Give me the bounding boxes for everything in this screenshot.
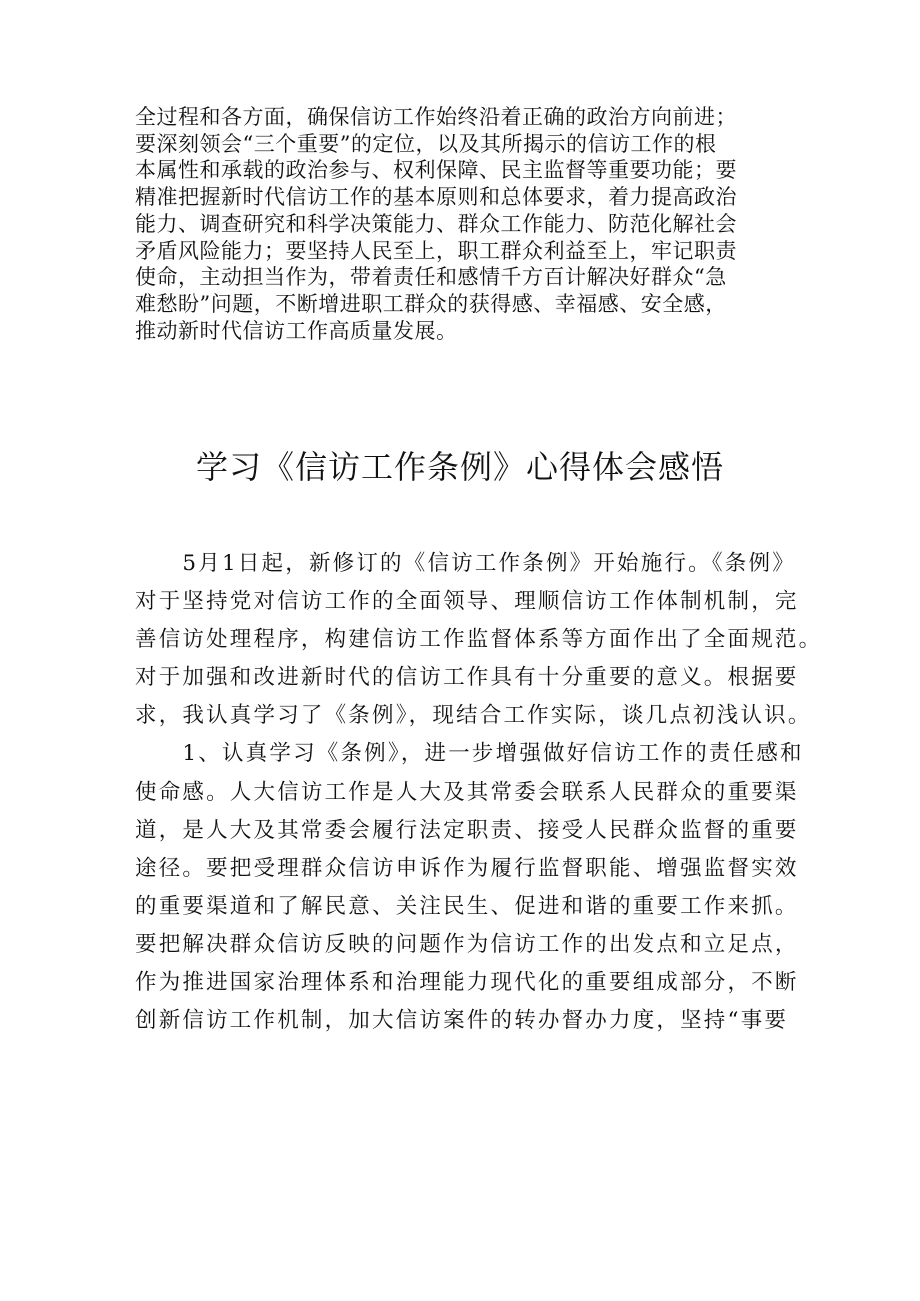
text-line: 创新信访工作机制，加大信访案件的转办督办力度，坚持“事要 xyxy=(135,1008,789,1034)
text-line: 矛盾风险能力；要坚持人民至上，职工群众利益至上，牢记职责 xyxy=(135,238,737,263)
text-line: 道，是人大及其常委会履行法定职责、接受人民群众监督的重要 xyxy=(135,817,799,843)
continued-paragraph xyxy=(135,104,795,344)
text-line: 使命，主动担当作为，带着责任和感情千方百计解决好群众“急 xyxy=(135,265,727,290)
text-line: 使命感。人大信访工作是人大及其常委会联系人民群众的重要渠 xyxy=(135,779,799,805)
text-line: 对于加强和改进新时代的信访工作具有十分重要的意义。根据要 xyxy=(135,665,799,691)
text-line: 本属性和承载的政治参与、权利保障、民主监督等重要功能；要 xyxy=(135,158,737,183)
body-text xyxy=(135,545,823,1040)
text-line: 途径。要把受理群众信访申诉作为履行监督职能、增强监督实效 xyxy=(135,855,799,881)
text-line: 精准把握新时代信访工作的基本原则和总体要求，着力提高政治 xyxy=(135,185,737,210)
text-line: 要把解决群众信访反映的问题作为信访工作的出发点和立足点， xyxy=(135,931,799,957)
text-line: 推动新时代信访工作高质量发展。 xyxy=(135,318,458,343)
text-line: 难愁盼”问题，不断增进职工群众的获得感、幸福感、安全感， xyxy=(135,291,727,316)
text-line: 能力、调查研究和科学决策能力、群众工作能力、防范化解社会 xyxy=(135,211,737,236)
text-line: 作为推进国家治理体系和治理能力现代化的重要组成部分，不断 xyxy=(135,970,799,996)
text-line: 1、认真学习《条例》，进一步增强做好信访工作的责任感和 xyxy=(135,741,804,767)
text-line: 全过程和各方面，确保信访工作始终沿着正确的政治方向前进； xyxy=(135,105,737,129)
text-line: 5月1日起，新修订的《信访工作条例》开始施行。《条例》 xyxy=(135,551,796,576)
text-line: 要深刻领会“三个重要”的定位，以及其所揭示的信访工作的根 xyxy=(135,131,717,156)
document-title: 学习《信访工作条例》心得体会感悟 xyxy=(195,448,724,486)
text-line: 求，我认真学习了《条例》，现结合工作实际，谈几点初浅认识。 xyxy=(135,703,812,729)
text-line: 的重要渠道和了解民意、关注民生、促进和谐的重要工作来抓。 xyxy=(135,893,799,919)
text-line: 对于坚持党对信访工作的全面领导、理顺信访工作体制机制，完 xyxy=(135,589,799,615)
text-line: 善信访处理程序，构建信访工作监督体系等方面作出了全面规范。 xyxy=(135,627,823,653)
